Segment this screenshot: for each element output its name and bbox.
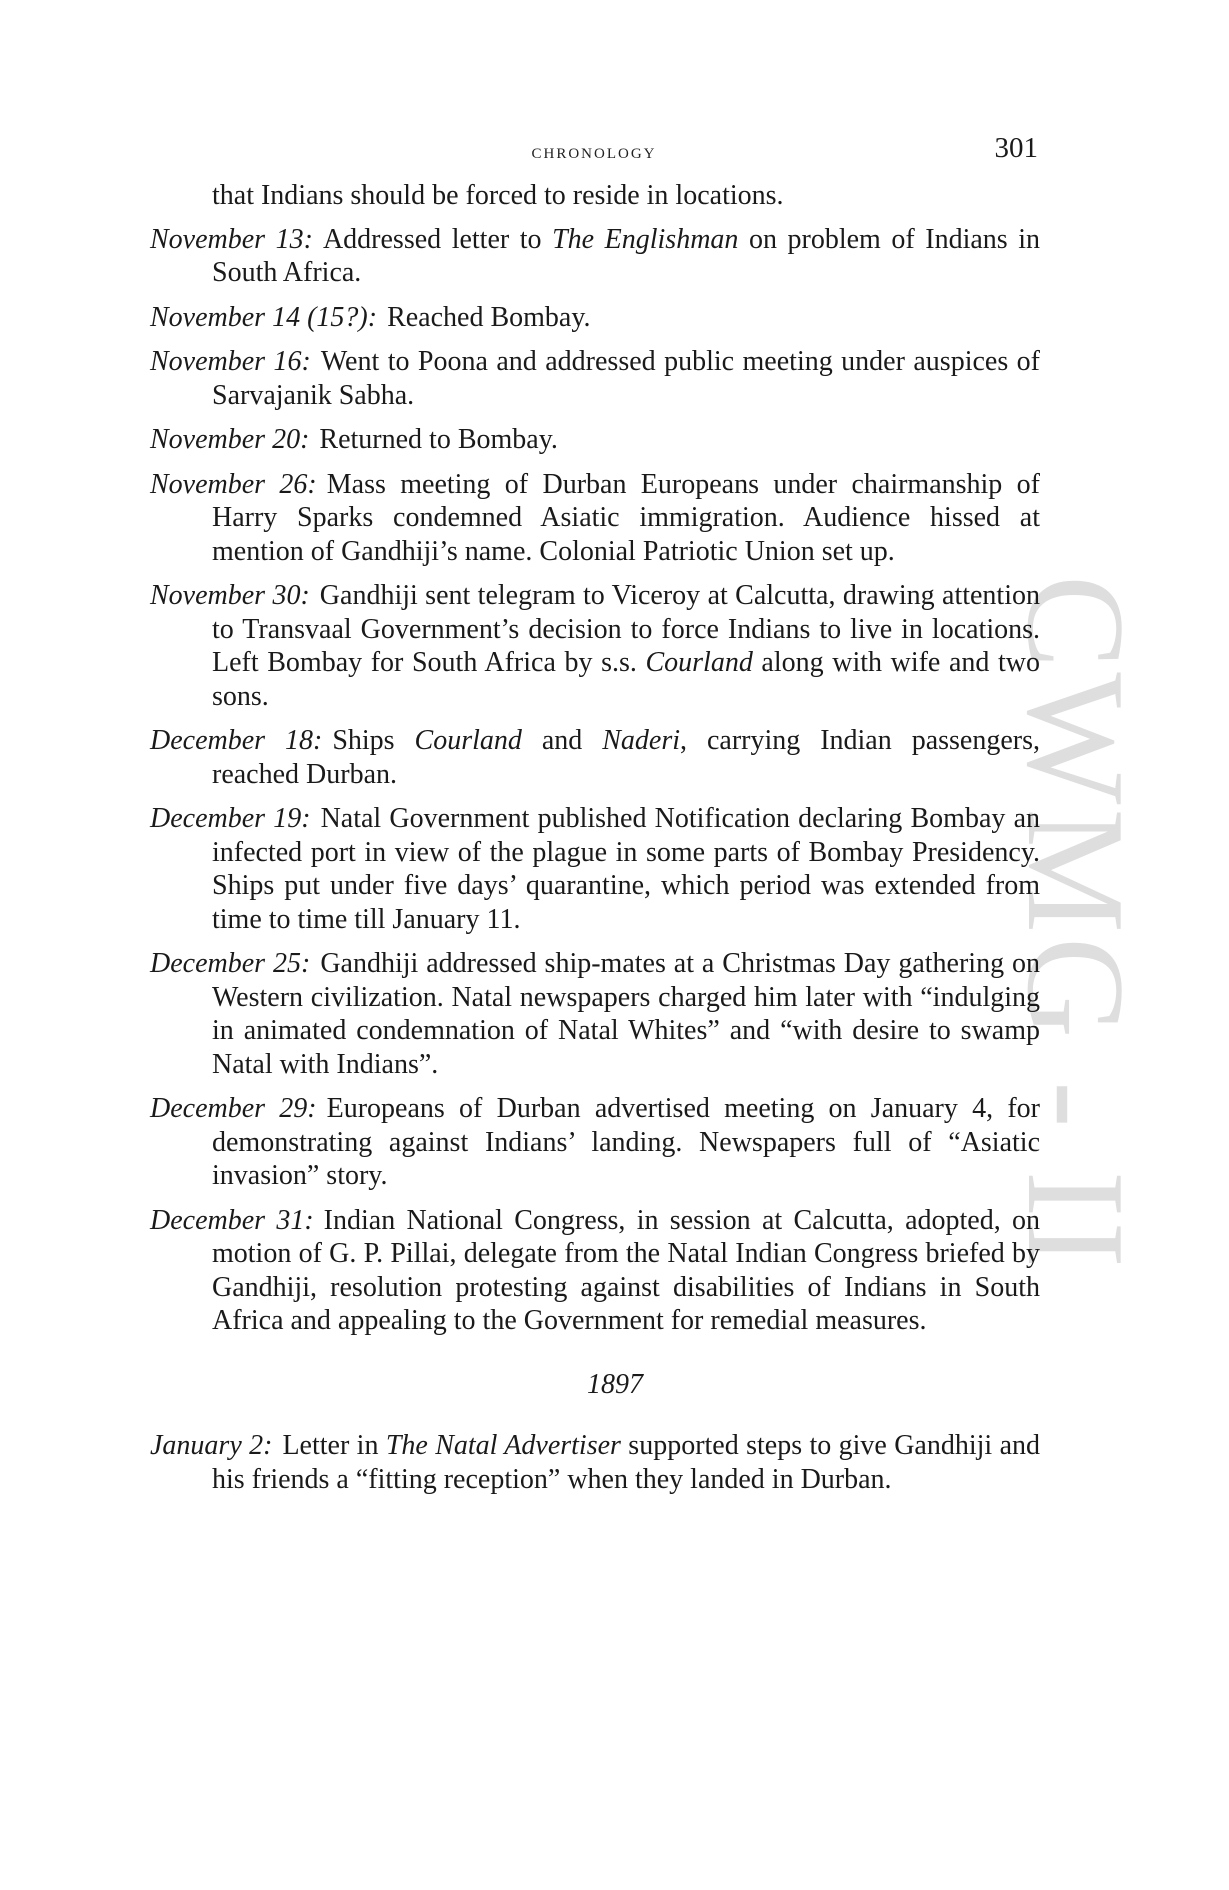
entry-text: Natal Government published Notification declaring Bombay an infected port in view of the plague in some parts of Bombay Presidency. Ships put under five days’ quarantine, which period was extended from time to time till January 11. xyxy=(212,803,1041,935)
chronology-entry xyxy=(150,802,1040,936)
entry-text: Gandhiji addressed ship-mates at a Christmas Day gathering on Western civilization. Natal newspapers charged him later with “indulging in animated condemnation of Natal Whites” and “with desire to swamp Natal with Indians”. xyxy=(212,948,1041,1080)
chronology-entry xyxy=(150,947,1040,1081)
running-head: chronology xyxy=(531,138,657,163)
entry-text: , carrying Indian passengers, reached Durban. xyxy=(212,725,1040,790)
italic-title: The Natal Advertiser xyxy=(385,1430,621,1461)
entry-date: November 20: xyxy=(150,424,310,455)
continuation-text: that Indians should be forced to reside in locations. xyxy=(212,180,784,211)
entry-date: January 2: xyxy=(150,1430,273,1461)
page-header xyxy=(150,132,1038,166)
chronology-entry xyxy=(150,579,1040,713)
entry-text: Gandhiji sent telegram to Viceroy at Calcutta, drawing attention to Transvaal Government’s decision to force Indians to live in locations. Left Bombay for South Africa by s.s. xyxy=(212,580,1040,678)
entry-date: December 25: xyxy=(150,948,311,979)
entry-text: Indian National Congress, in session at Calcutta, adopted, on motion of G. P. Pillai, delegate from the Natal Indian Congress briefed by Gandhiji, resolution protesting against disabilities of Indians in South Africa and appealing to the Government for remedial measures. xyxy=(212,1204,1040,1336)
entry-date: December 29: xyxy=(150,1093,317,1124)
entry-date: November 26: xyxy=(150,468,317,500)
chronology-entry xyxy=(150,1429,1040,1496)
entry-date: December 31: xyxy=(150,1204,314,1236)
entry-date: November 16: xyxy=(150,346,311,377)
page-number: 301 xyxy=(994,132,1038,164)
entries-1897 xyxy=(150,1429,1040,1496)
chronology-entry xyxy=(150,345,1040,412)
italic-title: Courland xyxy=(414,725,522,756)
entry-date: December 19: xyxy=(150,803,311,834)
chronology-entry xyxy=(150,468,1040,569)
italic-title: Courland xyxy=(645,647,753,678)
entry-text: Returned to Bombay. xyxy=(319,424,558,455)
entry-text: along with wife and two sons. xyxy=(212,647,1040,712)
entry-text: and xyxy=(521,725,603,756)
entry-date: December 18: xyxy=(150,725,323,756)
entry-text: on problem of Indians in South Africa. xyxy=(212,223,1040,288)
chronology-entry xyxy=(150,1092,1040,1193)
entry-text: Europeans of Durban advertised meeting on January 4, for demonstrating against Indians’ landing. Newspapers full of “Asiatic invasion” story. xyxy=(212,1093,1040,1191)
entry-text: Mass meeting of Durban Europeans under chairmanship of Harry Sparks condemned Asiatic immigration. Audience hissed at mention of Gandhiji’s name. Colonial Patriotic Union set up. xyxy=(212,468,1040,567)
chronology-entry xyxy=(150,223,1040,290)
entries-1896 xyxy=(150,223,1040,1338)
entry-text: supported steps to give Gandhiji and his friends a “fitting reception” when they landed in Durban. xyxy=(212,1430,1040,1495)
year-heading: 1897 xyxy=(587,1368,643,1400)
entry-text: Ships xyxy=(332,725,415,756)
chronology-entry xyxy=(150,423,1040,457)
chronology-entry xyxy=(150,724,1040,791)
entry-date: November 14 (15?): xyxy=(150,301,378,333)
entry-text: Letter in xyxy=(282,1430,386,1461)
entry-text: Addressed letter to xyxy=(322,223,553,255)
chronology-entry xyxy=(150,301,1040,335)
chronology-entry xyxy=(150,1204,1040,1338)
entry-date: November 30: xyxy=(150,580,310,611)
entry-text: Reached Bombay. xyxy=(387,301,591,333)
italic-title: The Englishman xyxy=(552,223,739,255)
watermark: CWMG - II xyxy=(998,575,1153,1272)
entry-date: November 13: xyxy=(150,223,313,255)
entry-text: Went to Poona and addressed public meeting under auspices of Sarvajanik Sabha. xyxy=(212,346,1040,411)
chronology-body xyxy=(150,179,1040,1507)
italic-title: Naderi xyxy=(602,725,681,756)
